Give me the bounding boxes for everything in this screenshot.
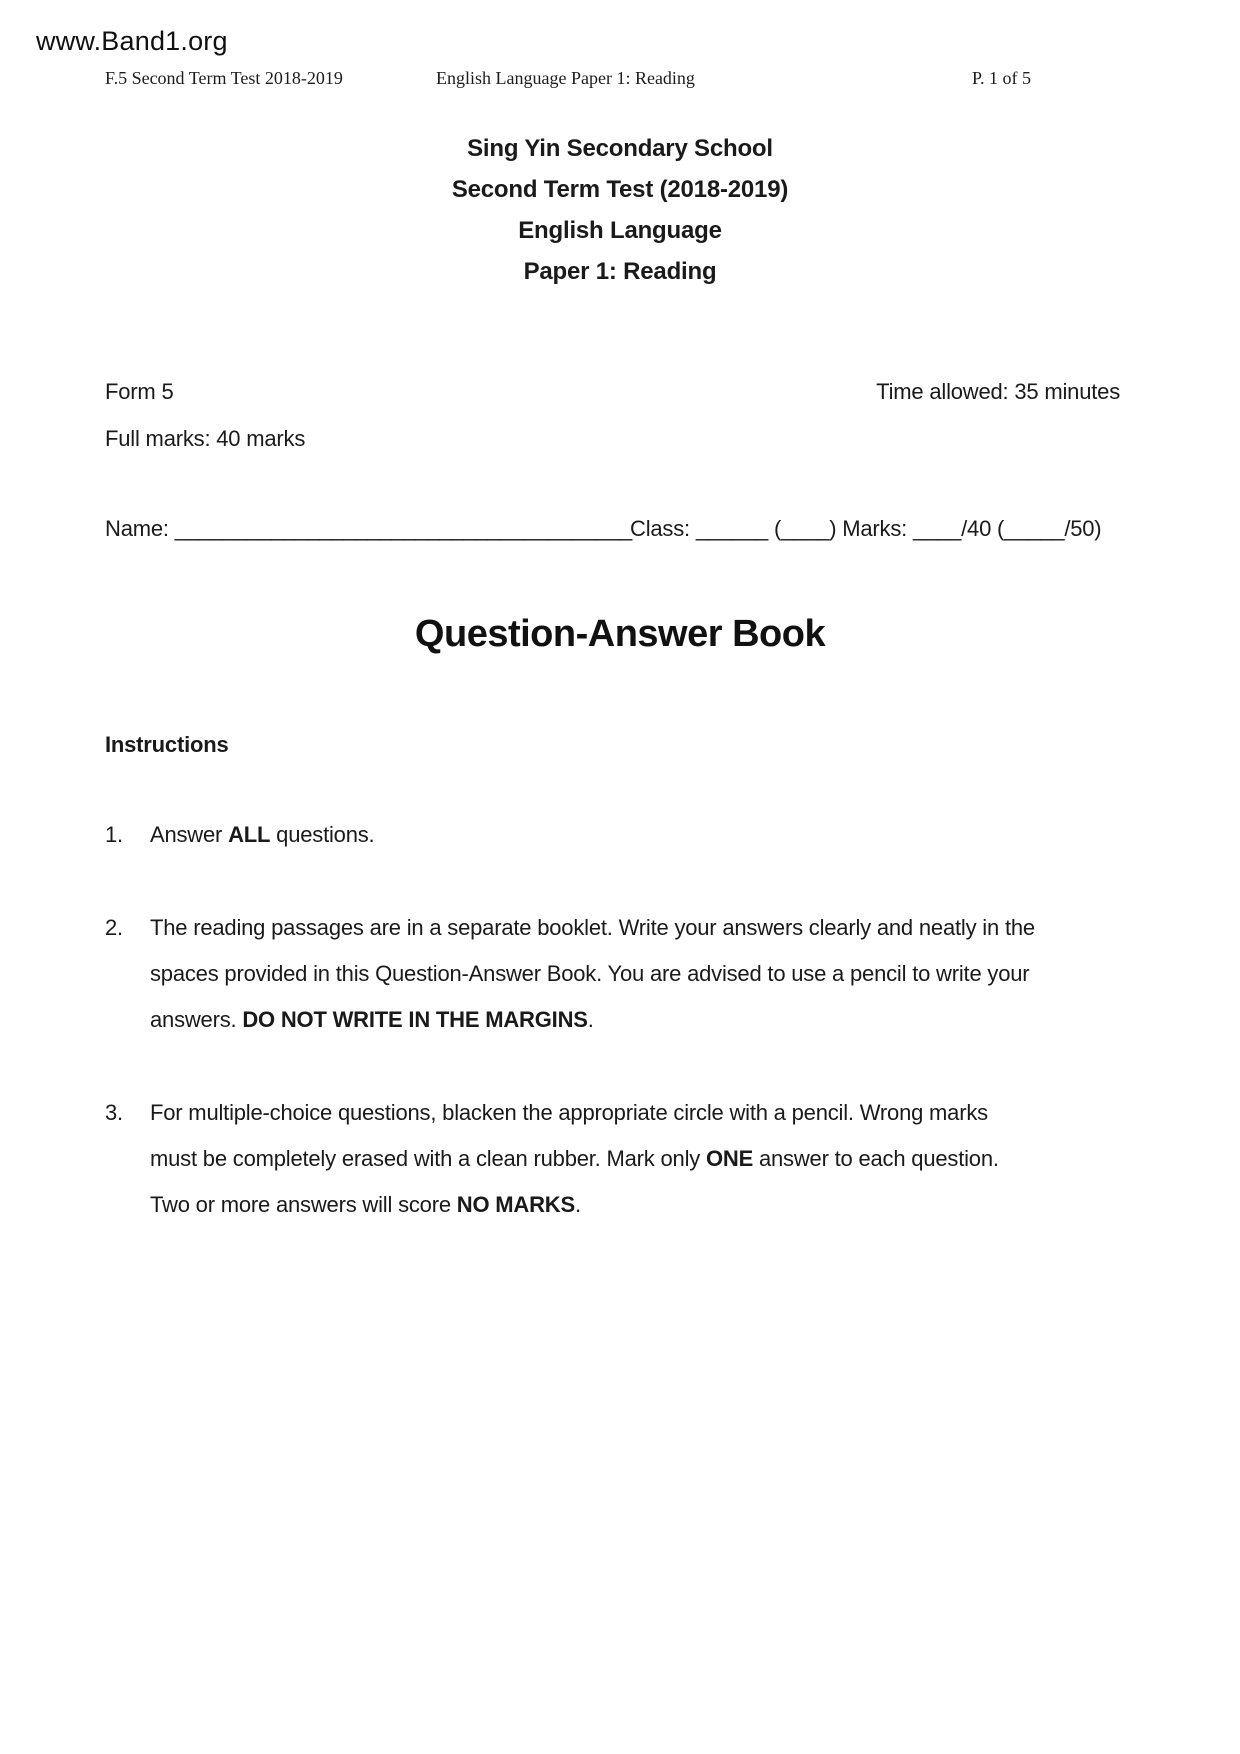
instruction-text: Answer ALL questions. [150, 822, 375, 847]
full-marks-row [105, 427, 1120, 451]
header-paper-title: English Language Paper 1: Reading [436, 68, 695, 88]
instructions-heading: Instructions [105, 732, 229, 757]
paper-name: Paper 1: Reading [523, 258, 717, 285]
name-field: Name: ______________________________________ [105, 516, 633, 541]
instruction-number: 1. [105, 822, 123, 847]
header-page-number: P. 1 of 5 [972, 68, 1032, 88]
site-watermark: www.Band1.org [36, 26, 228, 56]
form-label: Form 5 [105, 379, 174, 404]
subject-name: English Language [518, 217, 722, 244]
time-allowed-label: Time allowed: 35 minutes [876, 379, 1120, 404]
instruction-item-3 [105, 1090, 1120, 1228]
test-name: Second Term Test (2018-2019) [451, 176, 789, 203]
instruction-text: For multiple-choice questions, blacken the appropriate circle with a pencil. Wrong marks must be completely erased with a clean rubber. Mark only ONE answer to each question. Two or more answers will score NO MARKS. [150, 1100, 999, 1217]
class-marks-field: Class: ______ (____) Marks: ____/40 (_____/50) [630, 516, 1102, 541]
form-time-row [105, 380, 1120, 404]
question-answer-book-title: Question-Answer Book [414, 613, 826, 655]
title-block [0, 128, 1240, 292]
instruction-item-1 [105, 812, 1120, 858]
instruction-item-2 [105, 905, 1120, 1043]
school-name: Sing Yin Secondary School [467, 135, 773, 162]
page-header [0, 68, 1240, 94]
header-exam-info: F.5 Second Term Test 2018-2019 [105, 68, 343, 88]
instruction-number: 3. [105, 1100, 123, 1125]
instruction-number: 2. [105, 915, 123, 940]
instruction-text: The reading passages are in a separate booklet. Write your answers clearly and neatly in the spaces provided in this Question-Answer Book. You are advised to use a pencil to write your answers. DO NOT WRITE IN THE MARGINS. [150, 915, 1035, 1032]
name-class-marks-row [0, 516, 1240, 546]
full-marks-label: Full marks: 40 marks [105, 426, 306, 451]
